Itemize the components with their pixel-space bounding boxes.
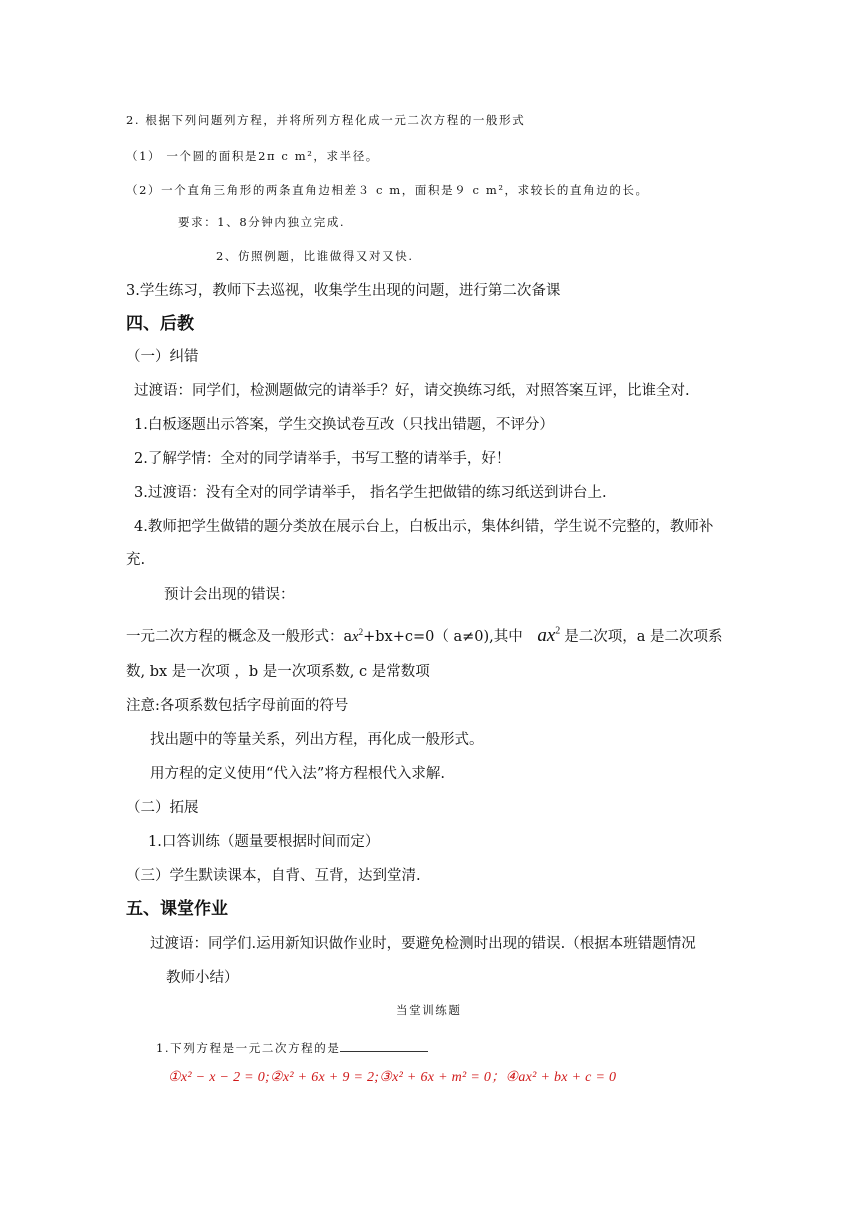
problem2-intro: 2. 根据下列问题列方程，并将所列方程化成一元二次方程的一般形式 bbox=[126, 113, 526, 127]
practice-title: 当堂训练题 bbox=[396, 1003, 462, 1017]
subsection-1: （一）纠错 bbox=[126, 349, 199, 365]
x-squared: $x^2$ bbox=[352, 627, 364, 645]
oral-training: 1.口答训练（题量要根据时间而定） bbox=[148, 834, 380, 850]
section5-heading: 五、课堂作业 bbox=[126, 899, 228, 919]
point-1: 1.白板逐题出示答案，学生交换试卷互改（只找出错题，不评分） bbox=[134, 417, 554, 433]
answer-options: ①x² − x − 2 = 0;②x² + 6x + 9 = 2;③x² + 6x + m² = 0；④ax² + bx + c = 0 bbox=[168, 1070, 617, 1085]
answer-blank bbox=[340, 1039, 428, 1052]
ax-squared: $ax^2$ bbox=[537, 625, 561, 646]
concept-line bbox=[126, 625, 723, 648]
step3: 3.学生练习，教师下去巡视，收集学生出现的问题，进行第二次备课 bbox=[126, 283, 561, 299]
concept-line2: 数, bx 是一次项 ，b 是一次项系数, c 是常数项 bbox=[126, 664, 430, 680]
concept-part-b: +bx+c=0（ a≠0),其中 bbox=[363, 629, 523, 645]
point-3: 3.过渡语：没有全对的同学请举手， 指名学生把做错的练习纸送到讲台上. bbox=[134, 485, 607, 501]
section4-heading: 四、后教 bbox=[126, 314, 194, 334]
concept-part-a: 一元二次方程的概念及一般形式：a bbox=[126, 629, 353, 645]
problem2-item2: （2）一个直角三角形的两条直角边相差３ c m，面积是９ c m²，求较长的直角边的长。 bbox=[126, 183, 649, 197]
point-4a: 4.教师把学生做错的题分类放在展示台上，白板出示，集体纠错，学生说不完整的，教师补 bbox=[134, 519, 714, 535]
subsection-2: （二）拓展 bbox=[126, 800, 199, 816]
transition-1: 过渡语：同学们，检测题做完的请举手？好，请交换练习纸，对照答案互评，比谁全对. bbox=[134, 383, 690, 399]
expected-errors: 预计会出现的错误： bbox=[164, 587, 295, 603]
point-2: 2.了解学情：全对的同学请举手，书写工整的请举手，好！ bbox=[134, 451, 511, 467]
question-1-text: 1.下列方程是一元二次方程的是 bbox=[156, 1041, 341, 1055]
requirement-1: 要求：1、8分钟内独立完成. bbox=[178, 215, 346, 229]
section5-transition-b: 教师小结） bbox=[166, 970, 239, 986]
section5-transition-a: 过渡语：同学们.运用新知识做作业时，要避免检测时出现的错误.（根据本班错题情况 bbox=[150, 936, 696, 952]
note: 注意:各项系数包括字母前面的符号 bbox=[126, 698, 349, 714]
concept-part-c: 是二次项，a 是二次项系 bbox=[564, 629, 723, 645]
point-4b: 充. bbox=[126, 552, 146, 568]
use-definition: 用方程的定义使用“代入法”将方程根代入求解. bbox=[150, 766, 445, 782]
find-relation: 找出题中的等量关系，列出方程，再化成一般形式。 bbox=[150, 732, 484, 748]
requirement-2: 2、仿照例题，比谁做得又对又快. bbox=[216, 249, 414, 263]
question-1 bbox=[156, 1039, 428, 1056]
problem2-item1: （1） 一个圆的面积是2π c m²，求半径。 bbox=[126, 149, 379, 163]
subsection-3: （三）学生默读课本，自背、互背，达到堂清. bbox=[126, 868, 421, 884]
